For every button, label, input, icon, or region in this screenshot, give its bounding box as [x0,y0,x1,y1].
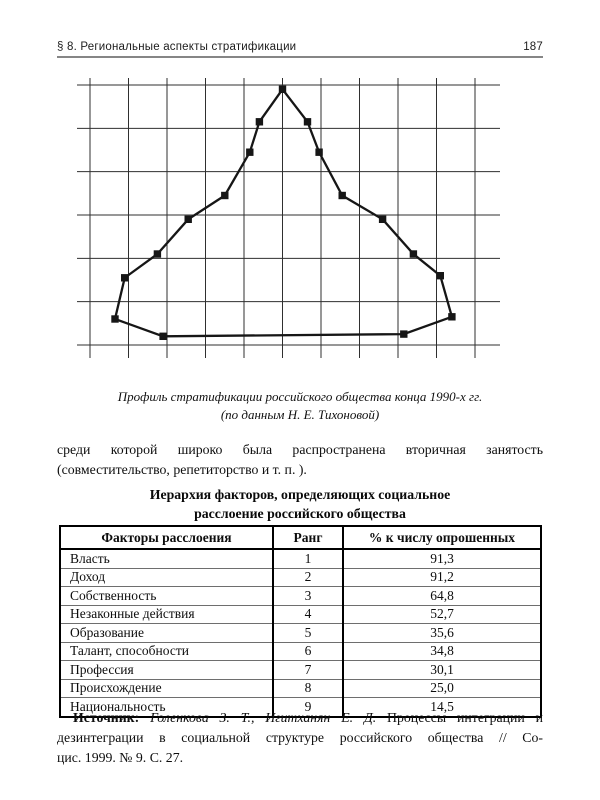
data-point-marker [279,86,286,93]
table-row [60,605,541,624]
col-header-rank: Ранг [273,526,343,549]
cell-factor: Незаконные действия [60,605,273,624]
cell-factor: Происхождение [60,679,273,698]
cell-factor: Власть [60,549,273,568]
cell-factor: Профессия [60,661,273,680]
cell-percent: 35,6 [343,624,541,643]
header-rule [57,56,543,58]
data-point-marker [304,118,311,125]
col-header-percent: % к числу опрошенных [343,526,541,549]
data-point-marker [221,192,228,199]
caption-line-2: (по данным Н. Е. Тихоновой) [220,407,380,422]
data-point-marker [437,272,444,279]
cell-rank: 6 [273,642,343,661]
source-label: Источник: [73,710,140,725]
data-point-marker [410,250,417,257]
table-row [60,549,541,568]
page-number: 187 [523,41,543,53]
data-point-marker [448,313,455,320]
table-row [60,679,541,698]
data-point-marker [246,149,253,156]
source-line1-rest: Процессы интеграции и [387,710,544,725]
stratification-profile-chart [0,70,600,370]
data-point-marker [159,333,166,340]
section-title: § 8. Региональные аспекты стратификации [57,41,297,53]
cell-rank: 4 [273,605,343,624]
cell-percent: 52,7 [343,605,541,624]
table-title-line-1: Иерархия факторов, определяющих социальное [149,487,451,502]
table-row [60,624,541,643]
data-point-marker [315,149,322,156]
data-point-marker [256,118,263,125]
cell-percent: 14,5 [343,698,541,717]
cell-rank: 1 [273,549,343,568]
cell-factor: Талант, способности [60,642,273,661]
cell-rank: 3 [273,587,343,606]
figure-caption [57,388,543,424]
caption-line-1: Профиль стратификации российского общества конца 1990-х гг. [117,389,483,404]
cell-percent: 64,8 [343,587,541,606]
body-line-2: (совместительство, репетиторство и т. п. ). [57,461,307,477]
data-point-marker [379,216,386,223]
table-title [57,486,543,523]
source-paragraph [57,708,543,768]
table-header-row [60,526,541,549]
source-line-1 [57,708,543,728]
data-point-marker [111,315,118,322]
cell-rank: 2 [273,568,343,587]
body-line-1: среди которой широко была распространена вторичная занятость [57,442,543,457]
cell-factor: Образование [60,624,273,643]
cell-percent: 25,0 [343,679,541,698]
source-line-2: дезинтеграции в социальной структуре российского общества // Со- [57,730,543,745]
cell-percent: 91,2 [343,568,541,587]
profile-polygon [115,89,452,336]
source-line-3: цис. 1999. № 9. С. 27. [57,750,184,765]
cell-factor: Национальность [60,698,273,717]
table-row [60,587,541,606]
data-point-marker [400,330,407,337]
source-authors: Голенкова З. Т., Игитханян Е. Д. [150,710,377,725]
cell-factor: Доход [60,568,273,587]
table-row [60,568,541,587]
data-point-marker [121,274,128,281]
col-header-factors: Факторы расслоения [60,526,273,549]
cell-percent: 91,3 [343,549,541,568]
table-title-line-2: расслоение российского общества [194,505,406,521]
factors-table [59,525,542,718]
cell-rank: 5 [273,624,343,643]
cell-rank: 7 [273,661,343,680]
table-row [60,661,541,680]
body-paragraph [57,440,543,479]
table-row [60,642,541,661]
data-point-marker [154,250,161,257]
cell-rank: 8 [273,679,343,698]
cell-factor: Собственность [60,587,273,606]
cell-rank: 9 [273,698,343,717]
data-point-marker [339,192,346,199]
cell-percent: 30,1 [343,661,541,680]
running-head [57,41,543,53]
data-point-marker [185,216,192,223]
cell-percent: 34,8 [343,642,541,661]
